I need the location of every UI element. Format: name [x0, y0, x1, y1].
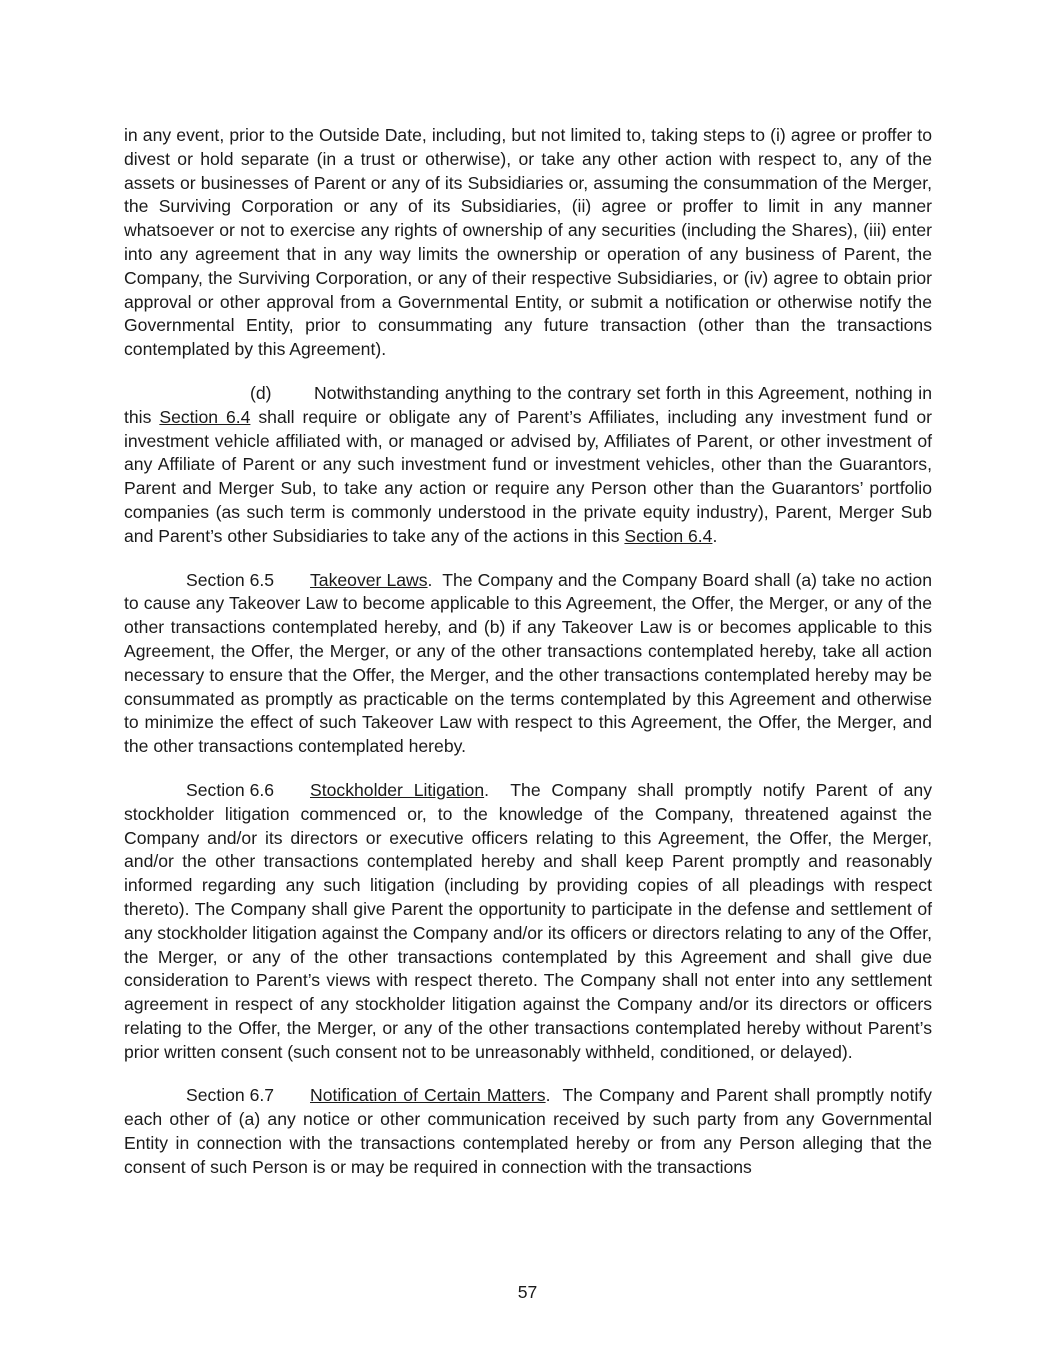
- section-reference: Section 6.4: [624, 525, 713, 546]
- section-number: Section 6.6: [186, 779, 275, 800]
- paragraph-text: The Company and the Company Board shall (a) take no action to cause any Takeover Law to become applicable to this Agreement, the Offer, the Merger, or any of the other transactions contemplated hereby, and (b) if any Takeover Law is or becomes applicable to this Agreement, the Offer, the Merger, or any of the other transactions contemplated hereby, take all action necessary to ensure that the Offer, the Merger, and the other transactions contemplated hereby may be consummated as promptly as practicable on the terms contemplated by this Agreement and otherwise to minimize the effect of such Takeover Law with respect to this Agreement, the Offer, the Merger, and the other transactions contemplated hereby.: [124, 569, 932, 757]
- clause-label: (d): [250, 382, 272, 403]
- section-6-5: [124, 569, 932, 759]
- page-number: 57: [517, 1282, 538, 1302]
- paragraph-continuation: [124, 124, 932, 362]
- section-6-6: [124, 779, 932, 1065]
- heading-period: .: [484, 779, 490, 800]
- paragraph-text: The Company and Parent shall promptly notify each other of (a) any notice or other communication received by such party from any Governmental Entity in connection with the transactions contemplated hereby or from any Person alleging that the consent of such Person is or may be required in connection with the transactions: [124, 1085, 932, 1177]
- heading-period: .: [427, 569, 433, 590]
- section-6-7: [124, 1084, 932, 1179]
- paragraph-text: .: [712, 525, 718, 546]
- page-body: [124, 124, 932, 1200]
- section-heading: Takeover Laws: [310, 569, 428, 590]
- paragraph-section-6-4-d: [124, 382, 932, 549]
- paragraph-text: in any event, prior to the Outside Date, including, but not limited to, taking steps to (i) agree or proffer to divest or hold separate (in a trust or otherwise), or take any other action with respect to, any of the assets or businesses of Parent or any of its Subsidiaries or, assuming the consummation of the Merger, the Surviving Corporation or any of its Subsidiaries, (ii) agree or proffer to limit in any manner whatsoever or not to exercise any rights of ownership of any securities (including the Shares), (iii) enter into any agreement that in any way limits the ownership or operation of any business of Parent, the Company, the Surviving Corporation, or any of their respective Subsidiaries, or (iv) agree to obtain prior approval or other approval from a Governmental Entity, or submit a notification or otherwise notify the Governmental Entity, prior to consummating any future transaction (other than the transactions contemplated by this Agreement).: [124, 125, 932, 360]
- paragraph-text: shall require or obligate any of Parent’s Affiliates, including any investment fund or investment vehicle affiliated with, or managed or advised by, Affiliates of Parent, or other investment of any Affiliate of Parent or any such investment fund or investment vehicles, other than the Guarantors, Parent and Merger Sub, to take any action or require any Person other than the Guarantors’ portfolio companies (as such term is commonly understood in the private equity industry), Parent, Merger Sub and Parent’s other Subsidiaries to take any of the actions in this: [124, 406, 932, 546]
- section-reference: Section 6.4: [159, 406, 251, 427]
- section-heading: Stockholder Litigation: [310, 779, 485, 800]
- section-heading: Notification of Certain Matters: [310, 1085, 546, 1106]
- section-number: Section 6.5: [186, 569, 275, 590]
- heading-period: .: [545, 1085, 551, 1106]
- section-number: Section 6.7: [186, 1085, 275, 1106]
- paragraph-text: Notwithstanding anything to the contrary set forth in this Agreement, nothing in this: [124, 382, 932, 427]
- paragraph-text: The Company shall promptly notify Parent of any stockholder litigation commenced or, to the knowledge of the Company, threatened against the Company and/or its directors or executive officers relating to this Agreement, the Offer, the Merger, and/or the other transactions contemplated hereby and shall keep Parent promptly and reasonably informed regarding any such litigation (including by providing copies of all pleadings with respect thereto). The Company shall give Parent the opportunity to participate in the defense and settlement of any stockholder litigation against the Company and/or its officers or directors relating to any of the Offer, the Merger, or any of the other transactions contemplated by this Agreement and shall give due consideration to Parent’s views with respect thereto. The Company shall not enter into any settlement agreement in respect of any stockholder litigation against the Company and/or its directors or officers relating to the Offer, the Merger, or any of the other transactions contemplated hereby without Parent’s prior written consent (such consent not to be unreasonably withheld, conditioned, or delayed).: [124, 779, 932, 1062]
